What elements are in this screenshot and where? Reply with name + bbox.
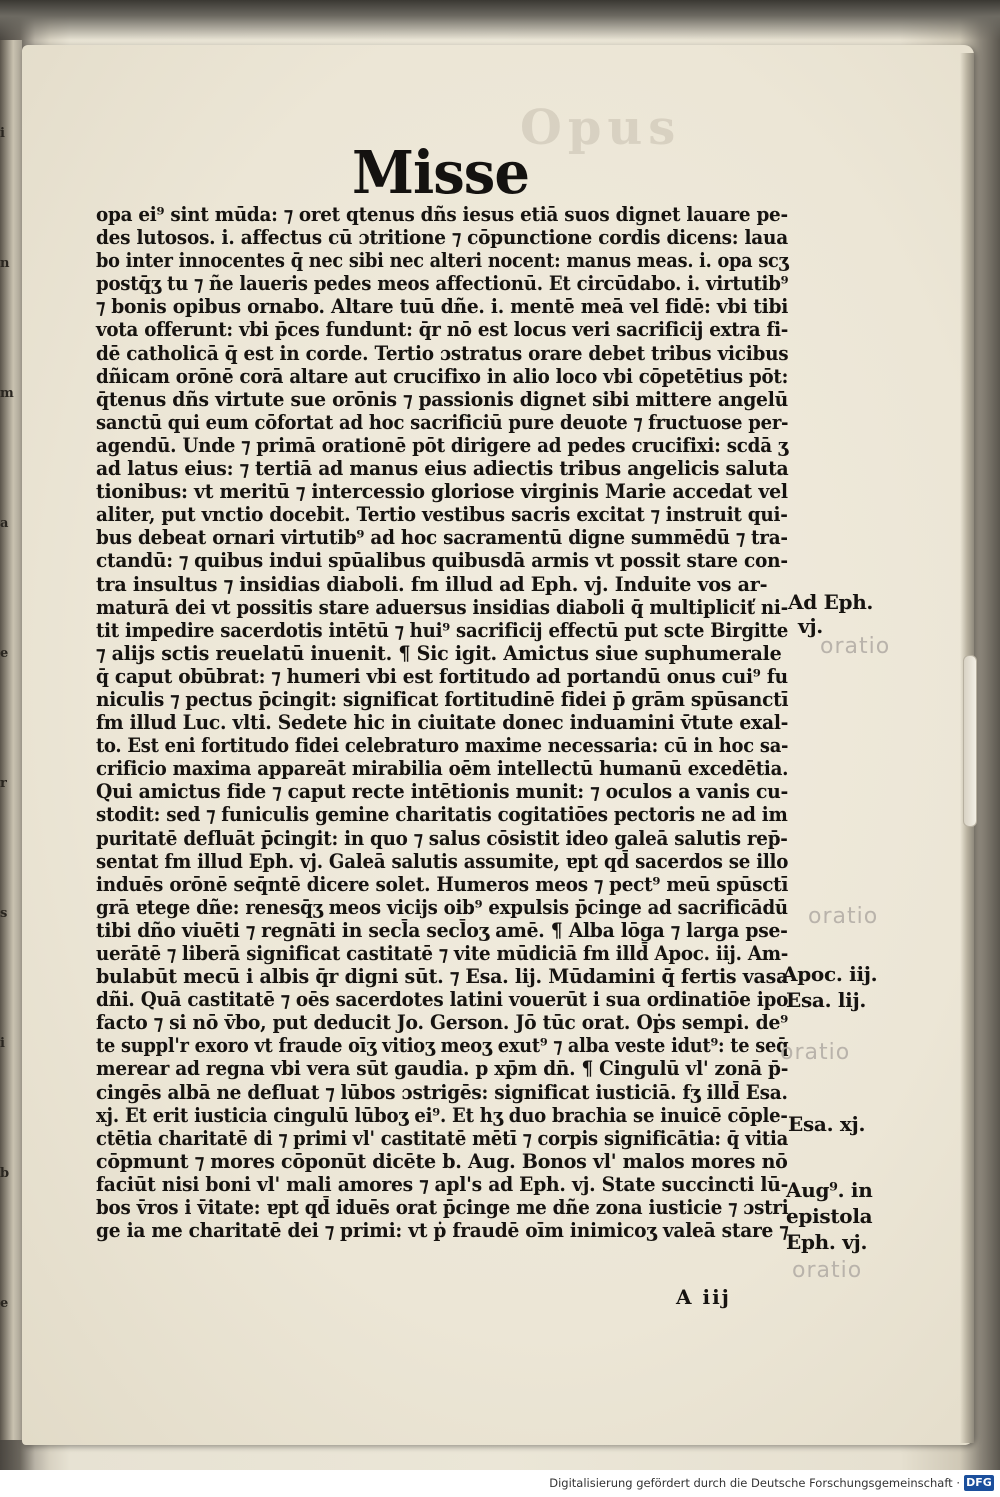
text-line: bulabūt mecū i albis q̄r digni sūt. ⁊ Esa. lij. Mūdamini q̄ fertis vasa xyxy=(96,965,789,989)
text-line: tibi dño viuēti ⁊ regnāti in secl̄a secl̄oʒ amē. ¶ Alba lōga ⁊ larga pse- xyxy=(96,918,788,942)
text-line: crificio maxima appareāt mirabilia oēm intellectū humanū excedētia. xyxy=(96,757,789,781)
facing-page-glyph: i xyxy=(0,1036,4,1051)
text-line: cingēs albā ne defluat ⁊ lūbos ɔstrigēs: significat iusticiā. fʒ illd̄ Esa. xyxy=(96,1080,788,1104)
text-line: postq̄ʒ tu ⁊ ñe laueris pedes meos affectionū. Et circūdabo. i. virtutib⁹ xyxy=(96,272,789,296)
text-line: dē catholicā q̄ est in corde. Tertio ɔstratus orare debet tribus vicibus xyxy=(96,341,789,365)
text-line: tra insultus ⁊ insidias diaboli. fm illud ad Eph. vj. Induite vos ar- xyxy=(96,572,768,596)
facing-page-glyph: e xyxy=(0,646,8,661)
facing-page-glyph: b xyxy=(0,1166,9,1181)
facing-page-glyph: n xyxy=(0,256,9,271)
text-line: cōpmunt ⁊ mores cōponūt dicēte b. Aug. Bonos vl' malos mores nō xyxy=(96,1149,788,1173)
facing-page-glyph: a xyxy=(0,516,8,531)
text-line: Qui amictus fide ⁊ caput recte intētionis munit: ⁊ oculos a vanis cu- xyxy=(96,780,789,804)
text-line: xj. Et erit iusticia cingulū lūboʒ ei⁹. Et hʒ duo brachia se inuicē cōple- xyxy=(96,1103,788,1127)
signature-mark: A iij xyxy=(676,1285,731,1309)
text-line: stodit: sed ⁊ funiculis gemine charitatis cogitatiōes pectoris ne ad im xyxy=(96,803,788,827)
margin-note-epistola: epistola xyxy=(786,1204,873,1228)
facing-page-glyph: i xyxy=(0,126,4,141)
text-line: niculis ⁊ pectus p̄cingit: significat fortitudinē fidei p̄ grām spūsanctī xyxy=(96,687,789,711)
facing-page-glyph: s xyxy=(0,906,7,921)
bleed-through-text: Opus xyxy=(520,100,682,156)
margin-note-apoc: Apoc. iij. xyxy=(782,962,878,986)
margin-note-esa-xj: Esa. xj. xyxy=(788,1112,866,1136)
pencil-annotation: oratio xyxy=(780,1040,851,1065)
text-line: merear ad regna vbi vera sūt gaudia. p xp̄m dn̄. ¶ Cingulū vl' zonā p̄- xyxy=(96,1057,789,1081)
page-header-title: Misse xyxy=(352,138,529,208)
text-line: tionibus: vt meritū ⁊ intercessio gloriose virginis Marie accedat vel xyxy=(96,480,788,504)
text-line: agendū. Unde ⁊ primā orationē pōt dirigere ad pedes crucifixi: scdā ʒ xyxy=(96,433,789,457)
binding-shadow xyxy=(0,0,1000,40)
text-line: facto ⁊ si nō v̄bo, put deducit Jo. Gerson. Jō tūc orat. Oṗs sempi. de⁹ xyxy=(96,1011,789,1035)
text-line: ⁊ bonis opibus ornabo. Altare tuū dñe. i. mentē meā vel fidē: vbi tibi xyxy=(96,295,789,319)
text-line: to. Est eni fortitudo fidei celebraturo maxime necessaria: cū in hoc sa- xyxy=(96,734,789,758)
text-line: sentat fm illud Eph. vj. Galeā salutis assumite, ɐpt qd̄ sacerdos se illo xyxy=(96,849,789,873)
text-line: des lutosos. i. affectus cū ɔtritione ⁊ cōpunctione cordis dicens: laua xyxy=(96,226,788,250)
text-line: dñicam orōnē corā altare aut crucifixo in alio loco vbi cōpetētius pōt: xyxy=(96,364,789,388)
text-line: q̄ caput obūbrat: ⁊ humeri vbi est fortitudo ad portandū onus cui⁹ fu xyxy=(96,664,788,688)
text-line: uerātē ⁊ liberā significat castitatē ⁊ vite mūdiciā fm illd̄ Apoc. iij. Am- xyxy=(96,942,789,965)
margin-note-eph: Ad Eph. xyxy=(788,590,874,614)
facing-page-glyph: m xyxy=(0,386,13,401)
text-line: opa ei⁹ sint mūda: ⁊ oret qtenus dñs iesus etiā suos dignet lauare pe- xyxy=(96,203,788,226)
text-line: bos v̄ros i v̄itate: ɐpt qd̄ iduēs orat p̄cinge me dñe zona iusticie ⁊ ɔstri xyxy=(96,1196,789,1220)
text-line: ctētia charitatē di ⁊ primi vl' castitatē mētī ⁊ corpis significātia: q̄ vitia xyxy=(96,1126,788,1150)
text-line: maturā dei vt possitis stare aduersus insidias diaboli q̄ multipliciť ni- xyxy=(96,595,788,619)
text-line: induēs orōnē seq̄ntē dicere solet. Humeros meos ⁊ pect⁹ meū spūsctī xyxy=(96,872,789,896)
text-line: sanctū qui eum cōfortat ad hoc sacrificiū pure deuote ⁊ fructuose per- xyxy=(96,410,789,434)
text-line: dñi. Quā castitatē ⁊ oēs sacerdotes latini vouerūt i sua ordinatiōe ipo xyxy=(96,988,789,1012)
text-line: q̄tenus dñs virtute sue orōnis ⁊ passionis dignet sibi mittere angelū xyxy=(96,387,788,411)
text-line: ge ia me charitatē dei ⁊ primi: vt ṗ fraudē oīm inimicoʒ valeā stare ⁊ xyxy=(96,1219,789,1243)
text-line: te suppl'r exoro vt fraude oīʒ vitioʒ meoʒ exut⁹ ⁊ alba veste idut⁹: te seq̄ xyxy=(96,1034,789,1058)
paper-clip-tab xyxy=(963,655,977,827)
text-line: bo inter innocentes q̄ nec sibi nec alteri nocent: manus meas. i. opa scʒ xyxy=(96,249,789,273)
main-text-block xyxy=(96,203,796,1242)
text-line: vota offerunt: vbi p̄ces fundunt: q̄r nō est locus veri sacrificij extra fi- xyxy=(96,318,789,342)
text-line: puritatē defluāt p̄cingit: in quo ⁊ salus cōsistit ideo galeā salutis rep̄- xyxy=(96,826,788,850)
text-line: tit impedire sacerdotis intētū ⁊ hui⁹ sacrificij effectū put scte Birgitte xyxy=(96,618,789,642)
dfg-logo: DFG xyxy=(964,1475,994,1491)
margin-note-esa: Esa. lij. xyxy=(786,988,867,1012)
text-line: aliter, put vnctio docebit. Tertio vestibus sacris excitat ⁊ instruit qui- xyxy=(96,503,788,527)
margin-note-aug: Aug⁹. in xyxy=(786,1178,873,1202)
text-line: bus debeat ornari virtutib⁹ ad hoc sacramentū digne summēdū ⁊ tra- xyxy=(96,526,788,550)
text-line: grā ɐtege dñe: renesq̄ʒ meos vicijs oib⁹ expulsis p̄cinge ad sacrificādū xyxy=(96,895,788,919)
text-line: ctandū: ⁊ quibus indui spūalibus quibusdā armis vt possit stare con- xyxy=(96,549,788,573)
pencil-annotation: oratio xyxy=(808,904,879,929)
text-line: fm illud Luc. vlti. Sedete hic in ciuitate donec induamini v̄tute exal- xyxy=(96,711,789,735)
text-line: ad latus eius: ⁊ tertiā ad manus eius adiectis tribus angelicis saluta xyxy=(96,457,789,481)
pencil-annotation: oratio xyxy=(792,1258,863,1283)
text-line: ⁊ alijs sctis reuelatū inuenit. ¶ Sic igit. Amictus siue suphumerale xyxy=(96,641,782,665)
margin-note-eph-vj: vj. xyxy=(798,614,823,638)
facing-page-glyph: r xyxy=(0,776,6,791)
footer-bar xyxy=(0,1470,1000,1497)
pencil-annotation: oratio xyxy=(820,634,891,659)
facing-page-glyph: e xyxy=(0,1296,8,1311)
footer-credit: Digitalisierung gefördert durch die Deutsche Forschungsgemeinschaft · xyxy=(549,1476,960,1490)
margin-note-eph-2: Eph. vj. xyxy=(786,1230,868,1254)
text-line: faciūt nisi boni vl' mali amores ⁊ apl's ad Eph. vj. State succincti lū- xyxy=(96,1172,789,1196)
